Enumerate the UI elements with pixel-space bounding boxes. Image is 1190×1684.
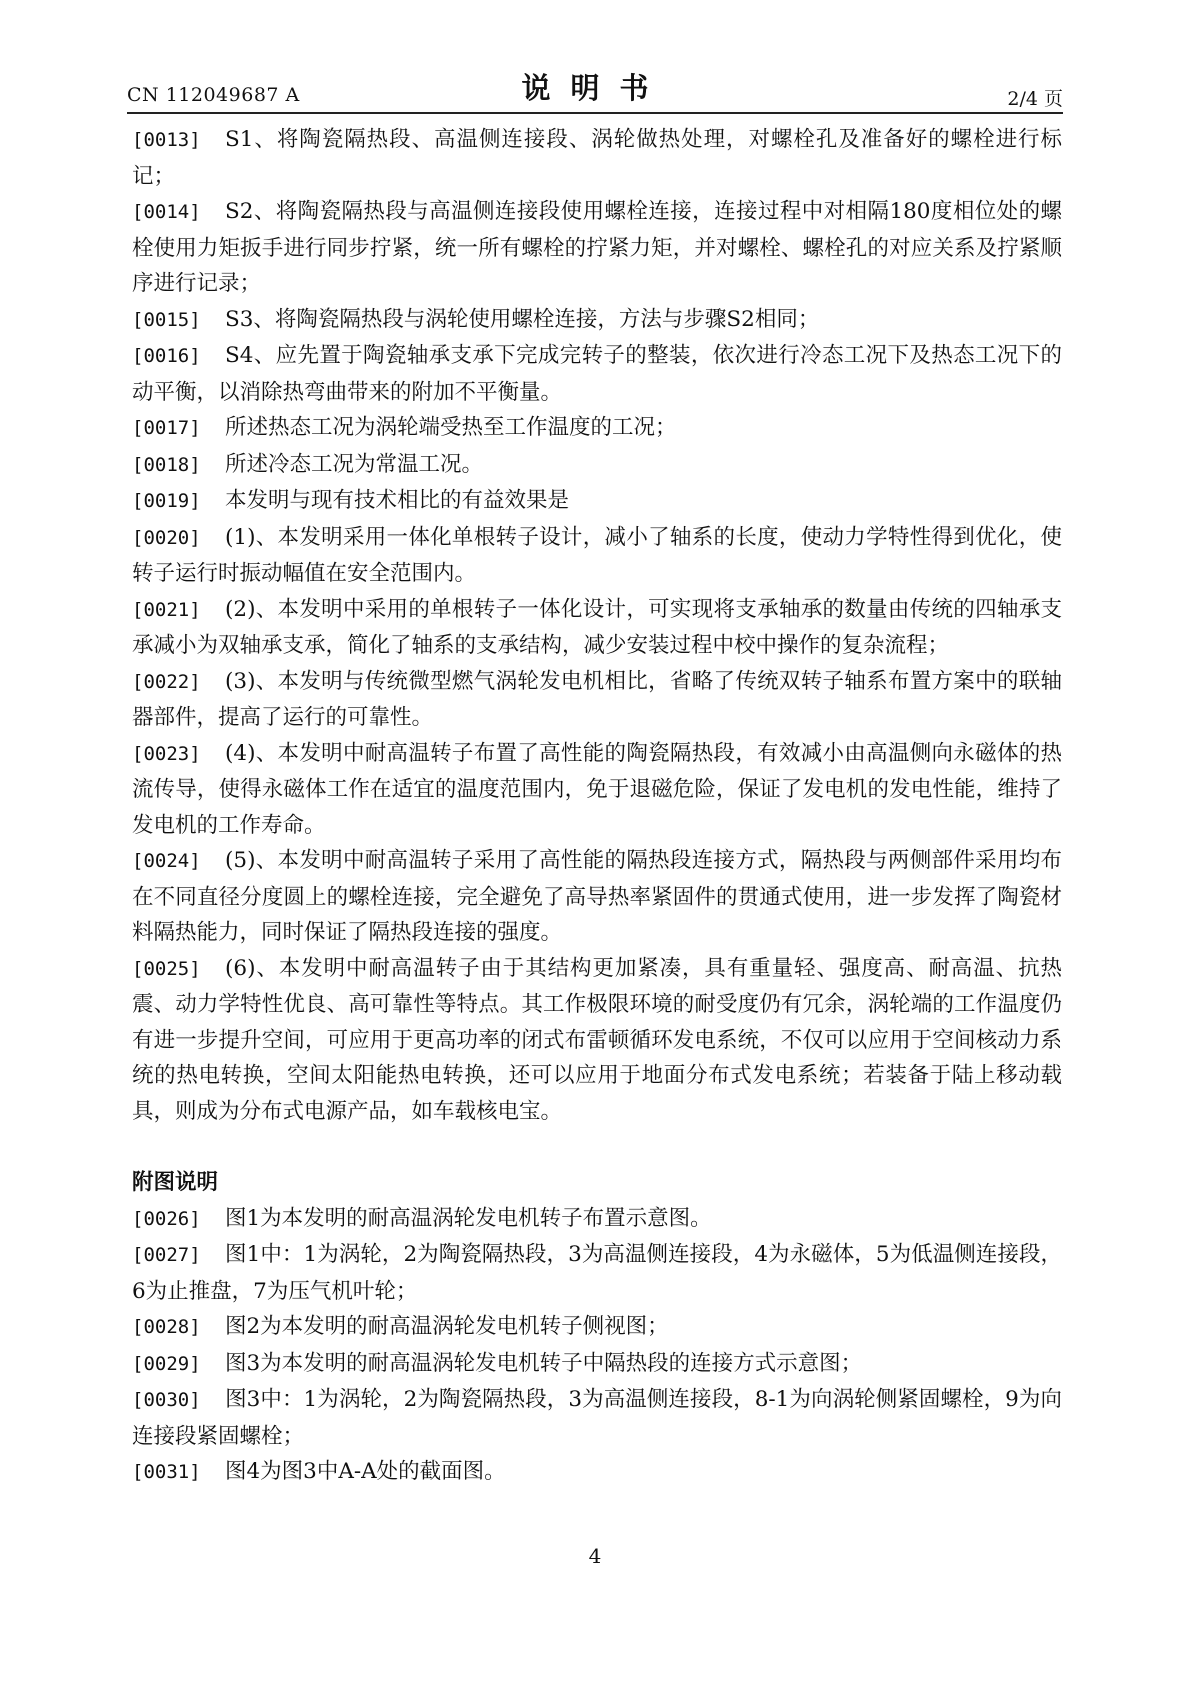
paragraph xyxy=(132,1201,1062,1238)
paragraph-number: [0013] xyxy=(132,129,201,151)
paragraph-text: 图1中：1为涡轮，2为陶瓷隔热段，3为高温侧连接段，4为永磁体，5为低温侧连接段，6为止推盘，7为压气机叶轮； xyxy=(132,1242,1062,1304)
paragraph-text: 图3中：1为涡轮，2为陶瓷隔热段，3为高温侧连接段，8-1为向涡轮侧紧固螺栓，9为向连接段紧固螺栓； xyxy=(132,1387,1062,1449)
paragraph-number: [0018] xyxy=(132,453,201,476)
document-body xyxy=(132,122,1062,1491)
paragraph-text: (2)、本发明中采用的单根转子一体化设计，可实现将支承轴承的数量由传统的四轴承支承减小为双轴承支承，简化了轴系的支承结构，减少安装过程中校中操作的复杂流程； xyxy=(132,596,1062,658)
paragraph-number: [0020] xyxy=(132,526,201,549)
paragraph-number: [0030] xyxy=(132,1389,201,1411)
paragraph xyxy=(132,194,1062,302)
paragraph xyxy=(132,592,1062,664)
paragraph-number: [0023] xyxy=(132,742,201,765)
paragraph-text: S1、将陶瓷隔热段、高温侧连接段、涡轮做热处理，对螺栓孔及准备好的螺栓进行标记； xyxy=(132,127,1062,189)
paragraph-number: [0029] xyxy=(132,1352,201,1375)
paragraph xyxy=(132,483,1062,520)
page-indicator: 2/4 页 xyxy=(1007,88,1063,110)
paragraph-number: [0014] xyxy=(132,201,201,223)
paragraph-text: 所述冷态工况为常温工况。 xyxy=(225,451,484,477)
paragraph xyxy=(132,843,1062,951)
paragraph xyxy=(132,1237,1062,1309)
header-rule xyxy=(127,112,1063,114)
page-header xyxy=(0,62,1190,112)
paragraph-text: 本发明与现有技术相比的有益效果是 xyxy=(225,488,570,513)
paragraph xyxy=(132,338,1062,410)
paragraph-text: 图3为本发明的耐高温涡轮发电机转子中隔热段的连接方式示意图； xyxy=(225,1350,863,1376)
patent-number: CN 112049687 A xyxy=(127,84,300,106)
paragraph xyxy=(132,520,1062,592)
section-heading-figures: 附图说明 xyxy=(132,1170,219,1195)
paragraph-text: (5)、本发明中耐高温转子采用了高性能的隔热段连接方式，隔热段与两侧部件采用均布在不同直径分度圆上的螺栓连接，完全避免了高导热率紧固件的贯通式使用，进一步发挥了陶瓷材料隔热能力，同时保证了隔热段连接的强度。 xyxy=(132,848,1062,945)
paragraph-text: 所述热态工况为涡轮端受热至工作温度的工况； xyxy=(225,415,677,440)
paragraph-number: [0019] xyxy=(132,490,201,512)
paragraph-text: S3、将陶瓷隔热段与涡轮使用螺栓连接，方法与步骤S2相同； xyxy=(225,306,820,332)
paragraph-text: 图2为本发明的耐高温涡轮发电机转子侧视图； xyxy=(225,1314,669,1339)
paragraph-number: [0027] xyxy=(132,1244,201,1266)
paragraph-text: S4、应先置于陶瓷轴承支承下完成完转子的整装，依次进行冷态工况下及热态工况下的动平衡，以消除热弯曲带来的附加不平衡量。 xyxy=(132,343,1062,405)
paragraph-number: [0024] xyxy=(132,850,201,872)
paragraph xyxy=(132,1454,1062,1491)
paragraph-number: [0031] xyxy=(132,1461,201,1483)
paragraph-text: (1)、本发明采用一体化单根转子设计，减小了轴系的长度，使动力学特性得到优化，使转子运行时振动幅值在安全范围内。 xyxy=(132,524,1062,586)
paragraph-number: [0017] xyxy=(132,417,201,439)
paragraph-text: 图1为本发明的耐高温涡轮发电机转子布置示意图。 xyxy=(225,1205,712,1231)
paragraph-number: [0022] xyxy=(132,670,201,693)
paragraph-number: [0028] xyxy=(132,1316,201,1338)
paragraph xyxy=(132,1346,1062,1383)
paragraph xyxy=(132,122,1062,194)
paragraph xyxy=(132,736,1062,844)
paragraph-text: S2、将陶瓷隔热段与高温侧连接段使用螺栓连接，连接过程中对相隔180度相位处的螺栓使用力矩扳手进行同步拧紧，统一所有螺栓的拧紧力矩，并对螺栓、螺栓孔的对应关系及拧紧顺序进行记录； xyxy=(132,199,1062,296)
document-title: 说明书 xyxy=(521,71,669,105)
paragraph xyxy=(132,1309,1062,1346)
paragraph-text: (6)、本发明中耐高温转子由于其结构更加紧凑，具有重量轻、强度高、耐高温、抗热震、动力学特性优良、高可靠性等特点。其工作极限环境的耐受度仍有冗余，涡轮端的工作温度仍有进一步提升空间，可应用于更高功率的闭式布雷顿循环发电系统，不仅可以应用于空间核动力系统的热电转换，空间太阳能热电转换，还可以应用于地面分布式发电系统；若装备于陆上移动载具，则成为分布式电源产品，如车载核电宝。 xyxy=(132,955,1062,1124)
paragraph-number: [0021] xyxy=(132,598,201,621)
paragraph-group-description xyxy=(132,122,1062,1129)
paragraph-number: [0025] xyxy=(132,957,201,980)
paragraph-text: (4)、本发明中耐高温转子布置了高性能的陶瓷隔热段，有效减小由高温侧向永磁体的热流传导，使得永磁体工作在适宜的温度范围内，免于退磁危险，保证了发电机的发电性能，维持了发电机的工作寿命。 xyxy=(132,740,1062,838)
paragraph xyxy=(132,1382,1062,1454)
paragraph-number: [0026] xyxy=(132,1207,201,1230)
paragraph-group-figures xyxy=(132,1201,1062,1491)
paragraph-text: 图4为图3中A-A处的截面图。 xyxy=(225,1459,506,1484)
paragraph xyxy=(132,302,1062,339)
paragraph xyxy=(132,664,1062,736)
paragraph xyxy=(132,410,1062,447)
page-number: 4 xyxy=(588,1544,602,1568)
paragraph-number: [0016] xyxy=(132,345,201,367)
paragraph xyxy=(132,951,1062,1130)
paragraph xyxy=(132,447,1062,484)
paragraph-text: (3)、本发明与传统微型燃气涡轮发电机相比，省略了传统双转子轴系布置方案中的联轴器部件，提高了运行的可靠性。 xyxy=(132,668,1062,730)
paragraph-number: [0015] xyxy=(132,308,201,331)
